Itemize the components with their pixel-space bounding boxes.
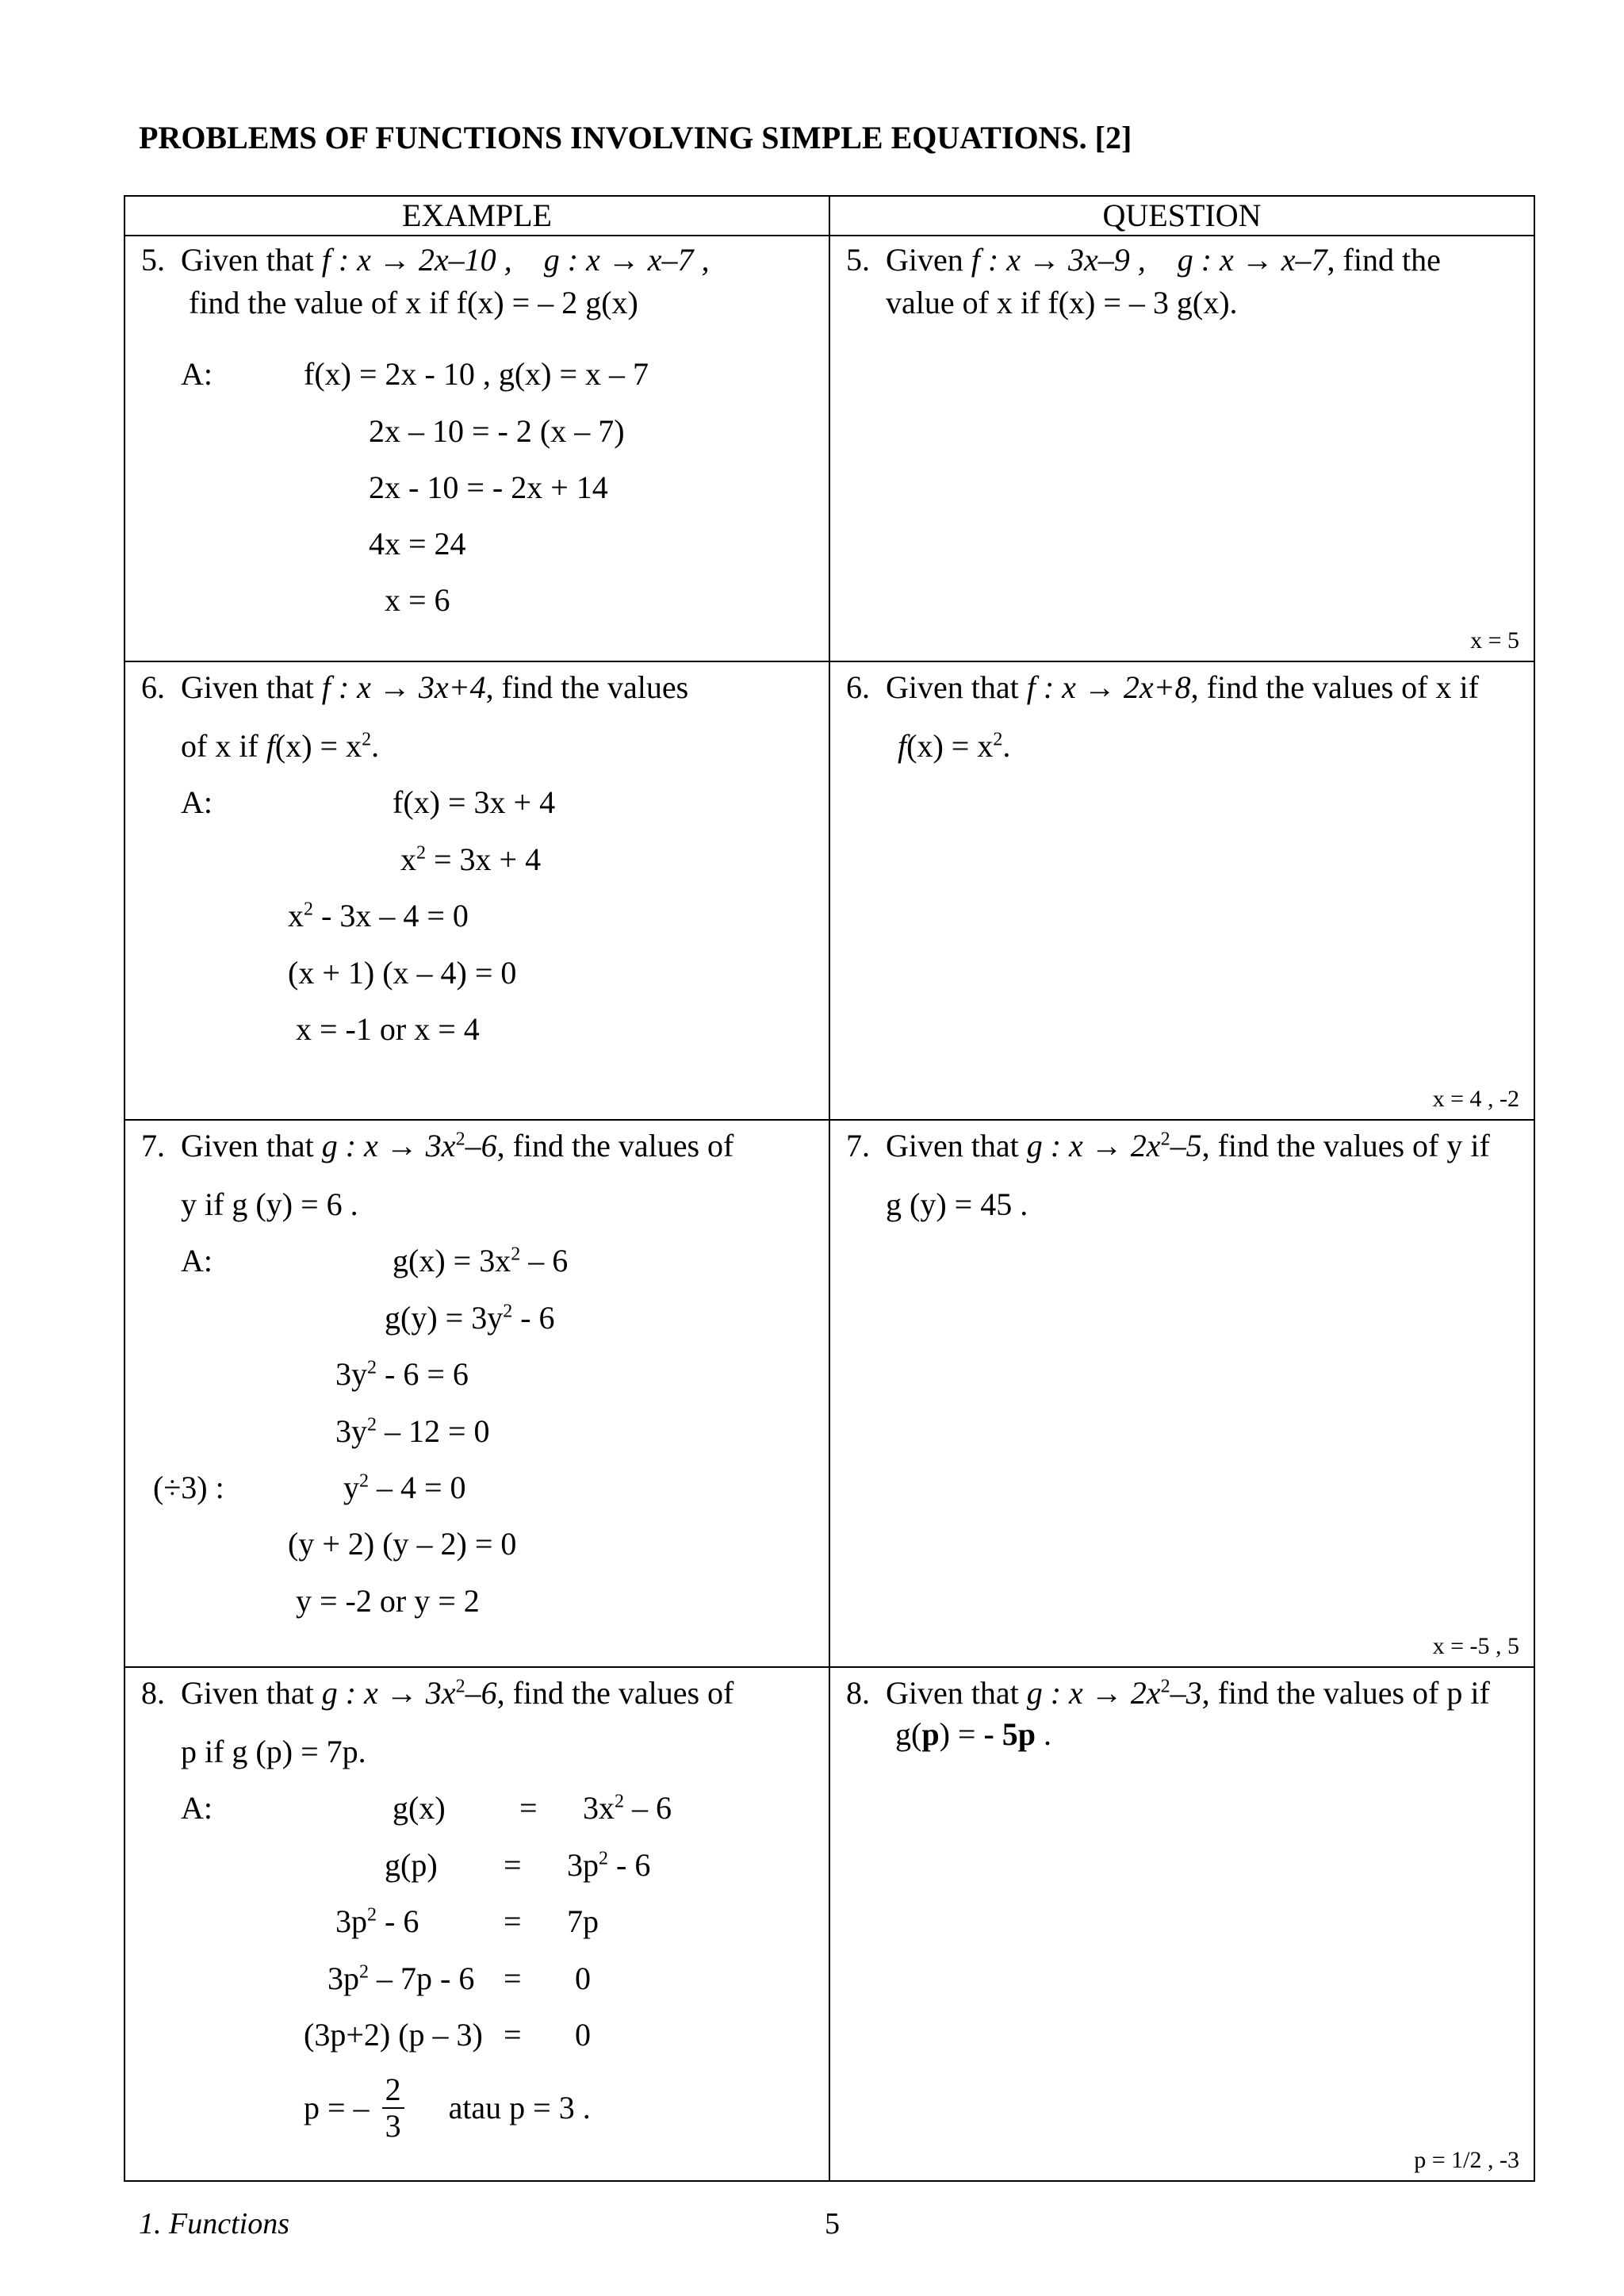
question-statement: Given f : x → 3x–9 , g : x → x–7, find the [886, 242, 1441, 278]
example-statement: Given that f : x → 3x+4, find the values [181, 669, 689, 705]
solution-step: x = 6 [385, 582, 450, 618]
solution-step: $y^2 - 4 = 0$ [343, 1470, 466, 1505]
example-statement-2: of x if $f(x) = x^2$. [181, 728, 380, 764]
example-statement: Given that g : $x \to 3x^2-6$, find the values of [181, 1675, 734, 1711]
item-number: 7. [141, 1128, 165, 1163]
solution-step: x = -1 or x = 4 [296, 1011, 480, 1047]
solution-step: g(x) [393, 1790, 446, 1826]
solution-step: $3x^2 - 6$ [583, 1790, 672, 1826]
equals-sign: = [504, 2017, 522, 2053]
answer-label: A: [181, 1790, 213, 1826]
solution-step: f(x) = 2x - 10 , g(x) = x – 7 [304, 356, 649, 392]
header-example: EXAMPLE [124, 196, 829, 236]
question-cell-8 [829, 1667, 1534, 2181]
solution-step: $3y^2 - 6 = 6$ [335, 1356, 469, 1392]
solution-step: 2x - 10 = - 2x + 14 [369, 470, 608, 505]
solution-step: (y + 2) (y – 2) = 0 [288, 1526, 517, 1562]
page-number: 5 [825, 2207, 840, 2240]
question-statement-2: g (y) = 45 . [886, 1186, 1028, 1222]
question-statement: Given that g : $x \to 2x^2-5$, find the values of y if [886, 1128, 1490, 1163]
solution-step: (x + 1) (x – 4) = 0 [288, 955, 517, 991]
solution-step: (3p+2) (p – 3) [304, 2017, 483, 2053]
solution-step: $x^2 - 3x - 4 = 0$ [288, 898, 469, 933]
table-row [124, 661, 1534, 1120]
item-number: 7. [846, 1128, 870, 1163]
answer-key: x = 5 [1470, 627, 1519, 654]
question-statement: Given that g : $x \to 2x^2-3$, find the values of p if [886, 1675, 1490, 1711]
answer-label: A: [181, 784, 213, 820]
solution-step: $x^2 = 3x + 4$ [400, 841, 542, 877]
equals-sign: = [519, 1790, 538, 1826]
solution-final: p = – $\frac{2}{3}$ atau p = 3 . [304, 2072, 591, 2144]
solution-step: y = -2 or y = 2 [296, 1583, 480, 1619]
example-statement-2: y if g (y) = 6 . [181, 1186, 358, 1222]
question-statement: Given that f : x → 2x+8, find the values of x if [886, 669, 1479, 705]
question-cell-5 [829, 236, 1534, 661]
example-cell-8 [124, 1667, 829, 2181]
question-statement-2: g(p) = - 5p . [895, 1716, 1052, 1752]
item-number: 5. [141, 242, 165, 278]
example-statement: Given that f : x → 2x–10 , g : x → x–7 , [181, 242, 710, 278]
solution-step: 2x – 10 = - 2 (x – 7) [369, 413, 625, 449]
table-row [124, 1667, 1534, 2181]
solution-step: f(x) = 3x + 4 [393, 784, 556, 820]
equals-sign: = [504, 1961, 522, 1996]
answer-label: A: [181, 356, 213, 392]
example-cell-6 [124, 661, 829, 1120]
equals-sign: = [504, 1847, 522, 1883]
solution-step: 0 [575, 1961, 591, 1996]
solution-step: $g(y) = 3y^2 - 6$ [385, 1300, 555, 1336]
fraction: $\frac{2}{3}$ [382, 2072, 404, 2144]
question-cell-6 [829, 661, 1534, 1120]
solution-step: 4x = 24 [369, 526, 466, 562]
footer-chapter: 1. Functions [139, 2207, 289, 2240]
item-number: 6. [141, 669, 165, 705]
table-row [124, 236, 1534, 661]
solution-step: $g(x) = 3x^2 - 6$ [393, 1243, 569, 1278]
example-cell-7 [124, 1120, 829, 1667]
item-number: 6. [846, 669, 870, 705]
item-number: 8. [846, 1675, 870, 1711]
answer-key: p = 1/2 , -3 [1414, 2147, 1519, 2173]
solution-step: $3p^2 - 6$ [567, 1847, 651, 1883]
answer-key: x = 4 , -2 [1432, 1086, 1519, 1112]
solution-step: $3p^2 - 7p - 6$ [327, 1961, 475, 1996]
example-statement-2: find the value of x if f(x) = – 2 g(x) [189, 285, 638, 320]
question-statement-2: value of x if f(x) = – 3 g(x). [886, 285, 1238, 320]
question-cell-7 [829, 1120, 1534, 1667]
header-question: QUESTION [829, 196, 1534, 236]
solution-step: 0 [575, 2017, 591, 2053]
answer-key: x = -5 , 5 [1432, 1633, 1519, 1659]
example-statement-2: p if g (p) = 7p. [181, 1734, 366, 1769]
worksheet-table [124, 195, 1535, 2182]
example-cell-5 [124, 236, 829, 661]
solution-step: $3p^2 - 6$ [335, 1903, 419, 1939]
solution-step: g(p) [385, 1847, 438, 1883]
question-statement-2: $f(x) = x^2$. [898, 728, 1011, 764]
solution-step: $3y^2 - 12 = 0$ [335, 1413, 490, 1449]
answer-label: A: [181, 1243, 213, 1278]
division-label: (÷3) : [153, 1470, 224, 1505]
equals-sign: = [504, 1903, 522, 1939]
item-number: 5. [846, 242, 870, 278]
item-number: 8. [141, 1675, 165, 1711]
page-title: PROBLEMS OF FUNCTIONS INVOLVING SIMPLE EQUATIONS. [2] [139, 120, 1132, 155]
header-row [124, 196, 1534, 236]
table-row [124, 1120, 1534, 1667]
example-statement: Given that g : $x \to 3x^2-6$, find the values of [181, 1128, 734, 1163]
solution-step: 7p [567, 1903, 599, 1939]
